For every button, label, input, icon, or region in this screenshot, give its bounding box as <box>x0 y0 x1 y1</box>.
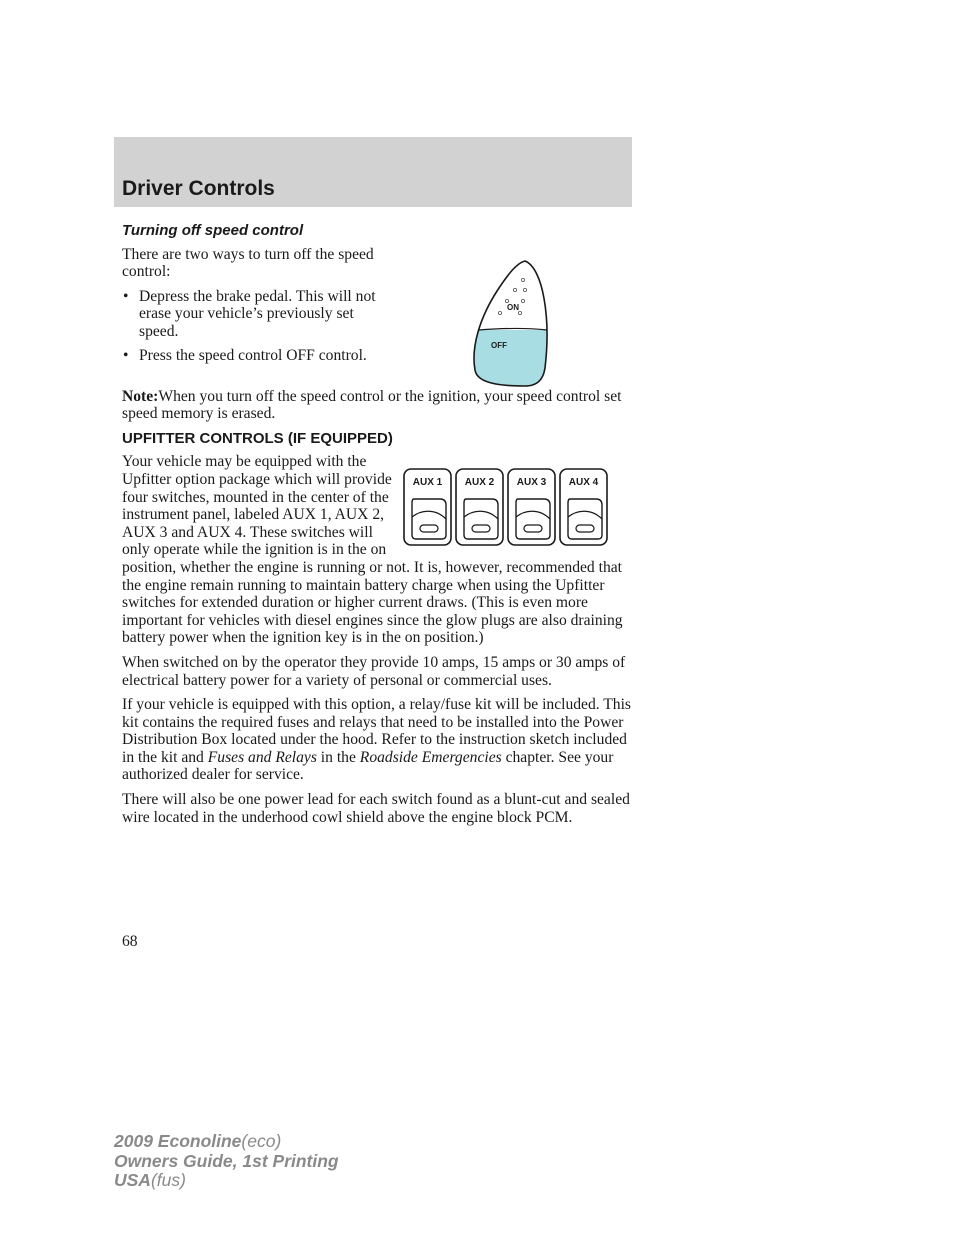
upfitter-heading: UPFITTER CONTROLS (IF EQUIPPED) <box>122 429 393 447</box>
roadside-emergencies-reference: Roadside Emergencies <box>359 748 502 766</box>
page-number: 68 <box>122 933 138 950</box>
aux-4-label: AUX 4 <box>568 477 599 489</box>
aux-2-switch <box>456 469 503 545</box>
upfitter-paragraph-3: If your vehicle is equipped with this option, a relay/fuse kit will be included. This kit contains the required fuses and relays that need to be installed into the Power Distribution Box located under the hood. Refer to the instruction sketch included in the kit and Fuses and Relays in the Roadside Emergencies chapter. See your authorized dealer for service. <box>122 696 632 784</box>
note-label: Note: <box>122 387 159 405</box>
aux-3-label: AUX 3 <box>516 477 547 489</box>
aux-1-switch <box>404 469 451 545</box>
upfitter-paragraph-4: There will also be one power lead for each switch found as a blunt-cut and sealed wire located in the underhood cowl shield above the engine block PCM. <box>122 791 630 826</box>
off-label: OFF <box>491 340 507 350</box>
upfitter-paragraph-2: When switched on by the operator they provide 10 amps, 15 amps or 30 amps of electrical battery power for a variety of personal or commercial uses. <box>122 653 626 689</box>
aux-1-label: AUX 1 <box>412 477 443 489</box>
speed-control-intro: There are two ways to turn off the speed control: <box>122 245 374 281</box>
chapter-header-band <box>114 137 632 207</box>
upfitter-paragraph-1: Your vehicle may be equipped with the Upfitter option package which will provide four switches, mounted in the center of the instrument panel, labeled AUX 1, AUX 2, AUX 3 and AUX 4. These switches will only operate while the ignition is in the on position, whether the engine is running or not. It is, however, recommended that the engine remain running to maintain battery charge when using the Upfitter switches for extended duration or higher current draws. (This is even more important for vehicles with diesel engines since the glow plugs are also draining battery power when the ignition key is in the on position.) <box>122 453 623 647</box>
aux-2-label: AUX 2 <box>464 477 495 489</box>
note-text: When you turn off the speed control or the ignition, your speed control set speed memory is erased. <box>122 387 622 423</box>
on-label: ON <box>507 302 519 312</box>
speed-control-note <box>122 388 637 423</box>
footer-line-3: USA(fus) <box>114 1170 186 1190</box>
footer-line-1: 2009 Econoline(eco) <box>114 1131 282 1151</box>
aux-4-switch <box>560 469 607 545</box>
speed-control-bullets <box>122 288 387 364</box>
page-content <box>122 222 637 833</box>
upfitter-switches-illustration <box>402 467 612 547</box>
list-item: • Press the speed control OFF control. <box>123 346 367 364</box>
footer-line-2: Owners Guide, 1st Printing <box>114 1150 339 1171</box>
speed-control-heading: Turning off speed control <box>122 222 304 239</box>
list-item: • Depress the brake pedal. This will not erase your vehicle’s previously set speed. <box>123 287 376 340</box>
aux-3-switch <box>508 469 555 545</box>
chapter-title: Driver Controls <box>122 177 275 200</box>
document-footer <box>114 1132 339 1191</box>
speed-control-switch-illustration <box>465 258 555 388</box>
fuses-and-relays-reference: Fuses and Relays <box>207 748 317 766</box>
